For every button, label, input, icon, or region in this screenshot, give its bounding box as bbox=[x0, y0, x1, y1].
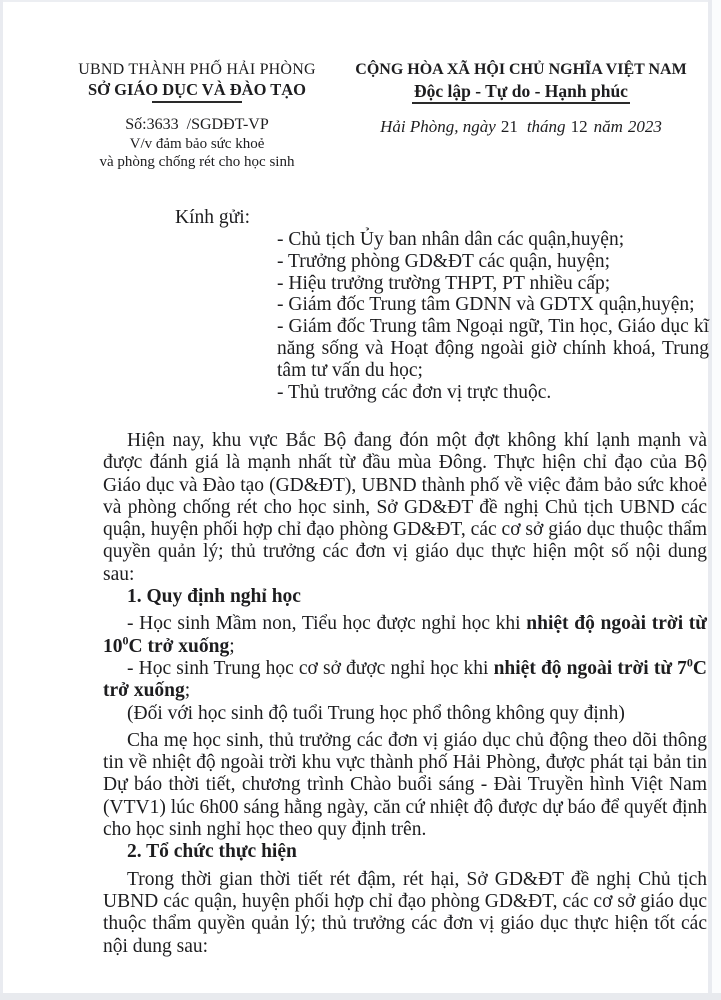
recipients-list bbox=[277, 229, 709, 403]
issuer-header bbox=[40, 60, 354, 171]
date-month: 12 bbox=[570, 117, 588, 136]
body-paragraph: - Học sinh Mầm non, Tiểu học được nghỉ học khi nhiệt độ ngoài trời từ $10^0C$ trở xuống; bbox=[103, 613, 707, 657]
body-paragraph: Cha mẹ học sinh, thủ trưởng các đơn vị giáo dục chủ động theo dõi thông tin về nhiệt độ ngoài trời khu vực thành phố Hải Phòng, được phát tại bản tin Dự báo thời tiết, chương trình Chào buổi sáng - Đài Truyền hình Việt Nam (VTV1) lúc 6h00 sáng hằng ngày, căn cứ nhiệt độ được dự báo để quyết định cho học sinh nghỉ học theo quy định trên. bbox=[103, 729, 707, 841]
place-date-line bbox=[331, 117, 711, 137]
body-paragraph: Trong thời gian thời tiết rét đậm, rét hại, Sở GD&ĐT đề nghị Chủ tịch UBND các quận, huyện phối hợp chỉ đạo phòng GD&ĐT, các cơ sở giáo dục thuộc thẩm quyền quản lý; thủ trưởng các đơn vị giáo dục thực hiện tốt các nội dung sau: bbox=[103, 868, 707, 957]
recipient-item: - Hiệu trưởng trường THPT, PT nhiều cấp; bbox=[277, 272, 611, 294]
issuer-underline bbox=[152, 101, 242, 103]
document-number-label: Số: bbox=[125, 116, 147, 133]
body-paragraph: Hiện nay, khu vực Bắc Bộ đang đón một đợt không khí lạnh mạnh và được đánh giá là mạnh nhất từ đầu mùa Đông. Thực hiện chỉ đạo của Bộ Giáo dục và Đào tạo (GD&ĐT), UBND thành phố về việc đảm bảo sức khoẻ và phòng chống rét cho học sinh, Sở GD&ĐT đề nghị Chủ tịch UBND các quận, huyện phối hợp chỉ đạo phòng GD&ĐT, các cơ sở giáo dục thuộc thẩm quyền quản lý; thủ trưởng các đơn vị giáo dục thực hiện một số nội dung sau: bbox=[103, 430, 707, 585]
recipient-item: - Giám đốc Trung tâm Ngoại ngữ, Tin học, Giáo dục kĩ năng sống và Hoạt động ngoài giờ chính khoá, Trung tâm tư vấn du học; bbox=[277, 316, 709, 381]
page-edge-top bbox=[0, 0, 721, 2]
date-month-label: tháng bbox=[526, 117, 566, 136]
document-subject-line1: V/v đảm bảo sức khoẻ bbox=[129, 136, 265, 152]
section-heading: 2. Tổ chức thực hiện bbox=[127, 841, 297, 863]
recipient-item: - Thủ trưởng các đơn vị trực thuộc. bbox=[277, 381, 552, 403]
date-year: 2023 bbox=[627, 117, 662, 136]
recipient-item: - Trưởng phòng GD&ĐT các quận, huyện; bbox=[277, 250, 611, 272]
national-motto-line2-wrap bbox=[331, 82, 711, 104]
national-motto-line1: CỘNG HÒA XÃ HỘI CHỦ NGHĨA VIỆT NAM bbox=[355, 61, 687, 78]
body-paragraphs bbox=[103, 430, 707, 958]
date-day: 21 bbox=[500, 117, 518, 136]
issuer-parent-org: UBND THÀNH PHỐ HẢI PHÒNG bbox=[78, 61, 316, 78]
national-motto-line2: Độc lập - Tự do - Hạnh phúc bbox=[412, 82, 630, 104]
document-number-suffix: /SGDĐT-VP bbox=[186, 116, 269, 133]
page-edge-left bbox=[0, 0, 3, 1000]
page-edge-bottom bbox=[0, 993, 721, 1000]
section-heading: 1. Quy định nghỉ học bbox=[127, 586, 301, 608]
recipient-item: - Giám đốc Trung tâm GDNN và GDTX quận,huyện; bbox=[277, 294, 695, 316]
recipient-item: - Chủ tịch Ủy ban nhân dân các quận,huyện; bbox=[277, 229, 625, 250]
body-paragraph: - Học sinh Trung học cơ sở được nghỉ học khi nhiệt độ ngoài trời từ $7^0C$ trở xuống; bbox=[103, 655, 707, 702]
document-subject-line2: và phòng chống rét cho học sinh bbox=[99, 153, 295, 170]
issuer-org-name: SỞ GIÁO DỤC VÀ ĐÀO TẠO bbox=[87, 80, 307, 99]
national-header bbox=[331, 60, 711, 137]
salutation: Kính gửi: bbox=[175, 207, 251, 228]
body-paragraph: (Đối với học sinh độ tuổi Trung học phổ thông không quy định) bbox=[127, 702, 625, 724]
place-date-prefix: Hải Phòng, ngày bbox=[380, 117, 496, 136]
page-edge-right-outer bbox=[712, 0, 721, 1000]
document-number-line bbox=[40, 115, 354, 135]
document-number: 3633 bbox=[146, 116, 179, 133]
date-year-label: năm bbox=[593, 117, 623, 136]
